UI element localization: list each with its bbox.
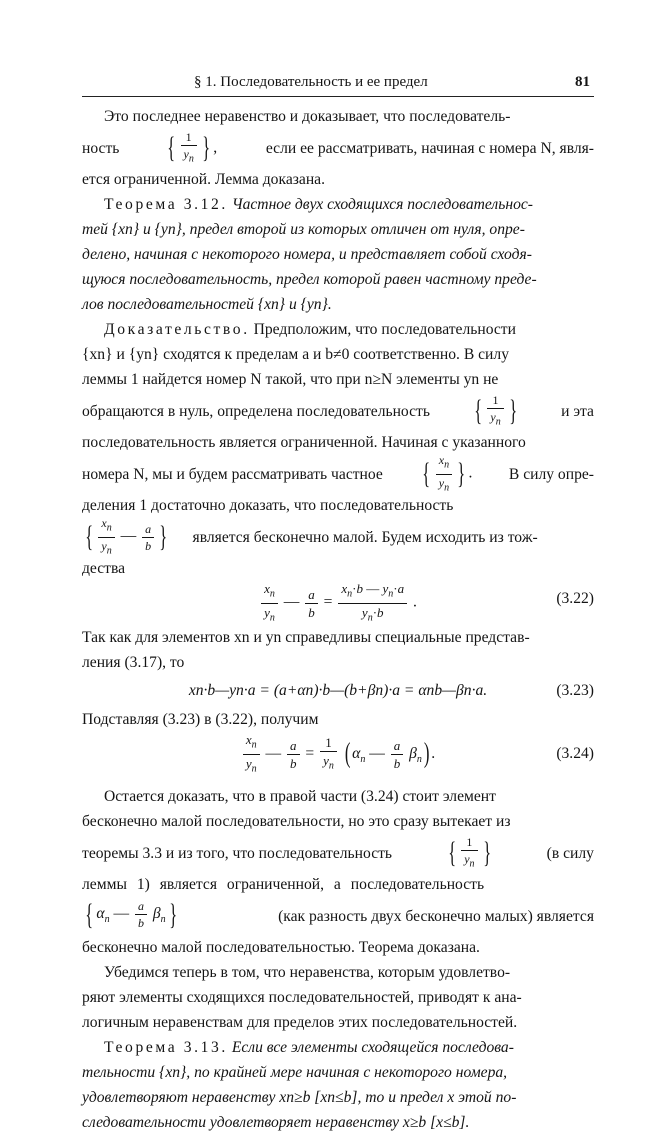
proof-line-5: последовательность является ограниченной. Начиная с указанного xyxy=(82,434,526,451)
equation-3-24 xyxy=(82,732,594,776)
paragraph-3-line-1: Подставляя (3.23) в (3.22), получим xyxy=(82,711,319,728)
header-rule xyxy=(82,96,594,97)
paragraph-4-line-2: бесконечно малой последовательности, но это сразу вытекает из xyxy=(82,813,511,830)
paragraph-5-line-3: логичным неравенствам для пределов этих последовательностей. xyxy=(82,1014,518,1031)
paragraph-4-line-4: леммы 1) является ограниченной, а последовательность xyxy=(82,876,485,893)
paragraph-4-line-3: теоремы 3.3 и из того, что последовательность { $\frac{1}{y_n}$ } (в силу xyxy=(82,834,594,870)
equation-3-22 xyxy=(82,581,594,624)
theorem-3-13-line-4: следовательности удовлетворяет неравенству x≥b [x≤b]. xyxy=(82,1114,470,1131)
theorem-3-13-line-2: тельности {xn}, по крайней мере начиная с некоторого номера, xyxy=(82,1064,508,1081)
page-body xyxy=(82,104,594,1135)
proof-line-3: леммы 1 найдется номер N такой, что при n≥N элементы yn не xyxy=(82,371,499,388)
paragraph-1-line-3: ется ограниченной. Лемма доказана. xyxy=(82,171,325,188)
equation-3-23-number: (3.23) xyxy=(556,682,594,699)
paragraph-1-line-1: Это последнее неравенство и доказывает, что последователь- xyxy=(104,108,511,125)
section-title: § 1. Последовательность и ее предел xyxy=(194,74,428,90)
proof-line-9: дества xyxy=(82,560,126,577)
paragraph-4-line-1: Остается доказать, что в правой части (3.24) стоит элемент xyxy=(104,788,496,805)
seq-1-over-yn-2: { $\frac{1}{y_n}$ } xyxy=(474,392,517,428)
equation-3-23 xyxy=(82,675,594,707)
proof-line-8: { $\frac{x_n}{y_n}$ — $\frac{a}{b}$ } является бесконечно малой. Будем исходить из тож- xyxy=(82,518,594,556)
paragraph-4-line-6: бесконечно малой последовательностью. Теорема доказана. xyxy=(82,939,480,956)
equation-3-22-formula: $\frac{x_n}{y_n}$ — $\frac{a}{b}$ = $\frac{x_n\cdot b — y_n\cdot a}{y_n\cdot b}$ . xyxy=(82,581,594,625)
page-number: 81 xyxy=(575,74,590,90)
paragraph-4-line-5: { $\alpha_n$ — $\frac{a}{b}$ $\beta_n$ } (как разность двух бесконечно малых) является xyxy=(82,897,594,935)
paragraph-1-line-2: ность { $\frac{1}{y_n}$ } , если ее рассматривать, начиная с номера N, явля- xyxy=(82,129,594,165)
proof-line-4: обращаются в нуль, определена последовательность { $\frac{1}{y_n}$ } и эта xyxy=(82,392,594,428)
seq-alpha-beta: { $\alpha_n$ — $\frac{a}{b}$ $\beta_n$ } xyxy=(85,897,177,931)
paragraph-2-line-1: Так как для элементов xn и yn справедливы специальные представ- xyxy=(82,629,530,646)
paragraph-5-line-2: ряют элементы сходящихся последовательностей, приводят к ана- xyxy=(82,989,522,1006)
seq-1-over-yn-3: { $\frac{1}{y_n}$ } xyxy=(448,834,491,870)
equation-3-23-formula: xn·b—yn·a = (a+αn)·b—(b+βn)·a = αnb—βn·a. xyxy=(188,682,488,699)
proof-line-6: номера N, мы и будем рассматривать частное { $\frac{x_n}{y_n}$ } . В силу опре- xyxy=(82,453,594,493)
equation-3-22-number: (3.22) xyxy=(556,590,594,607)
seq-difference: { $\frac{x_n}{y_n}$ — $\frac{a}{b}$ } xyxy=(85,516,168,556)
seq-1-over-yn: { $\frac{1}{y_n}$ } , xyxy=(167,129,218,165)
equation-3-24-number: (3.24) xyxy=(556,745,594,762)
proof-line-1: Доказательство. Предположим, что последовательности xyxy=(104,321,516,338)
proof-line-2: {xn} и {yn} сходятся к пределам a и b≠0 соответственно. В силу xyxy=(82,346,509,363)
paragraph-2-line-2: ления (3.17), то xyxy=(82,654,185,671)
running-header xyxy=(82,72,590,94)
theorem-3-12-line-1: Теорема 3.12. Частное двух сходящихся последовательнос- xyxy=(104,196,533,213)
theorem-3-13-line-1: Теорема 3.13. Если все элементы сходящейся последова- xyxy=(104,1039,514,1056)
theorem-3-12-line-4: щуюся последовательность, предел которой равен частному преде- xyxy=(82,271,537,288)
theorem-3-13-line-3: удовлетворяют неравенству xn≥b [xn≤b], то и предел x этой по- xyxy=(82,1089,517,1106)
quotient-xn-yn: { $\frac{x_n}{y_n}$ } . xyxy=(422,453,473,493)
theorem-3-12-line-3: делено, начиная с некоторого номера, и представляет собой сходя- xyxy=(82,246,532,263)
paragraph-5-line-1: Убедимся теперь в том, что неравенства, которым удовлетво- xyxy=(104,964,511,981)
theorem-3-12-line-2: тей {xn} и {yn}, предел второй из которых отличен от нуля, опре- xyxy=(82,221,525,238)
equation-3-24-formula: $\frac{x_n}{y_n}$ — $\frac{a}{b}$ = $\frac{1}{y_n}$ ( $\alpha_n$ — $\frac{a}{b}$ $\beta_n$) . xyxy=(82,732,594,782)
proof-line-7: деления 1 достаточно доказать, что последовательность xyxy=(82,497,454,514)
theorem-3-12-line-5: лов последовательностей {xn} и {yn}. xyxy=(82,296,332,313)
